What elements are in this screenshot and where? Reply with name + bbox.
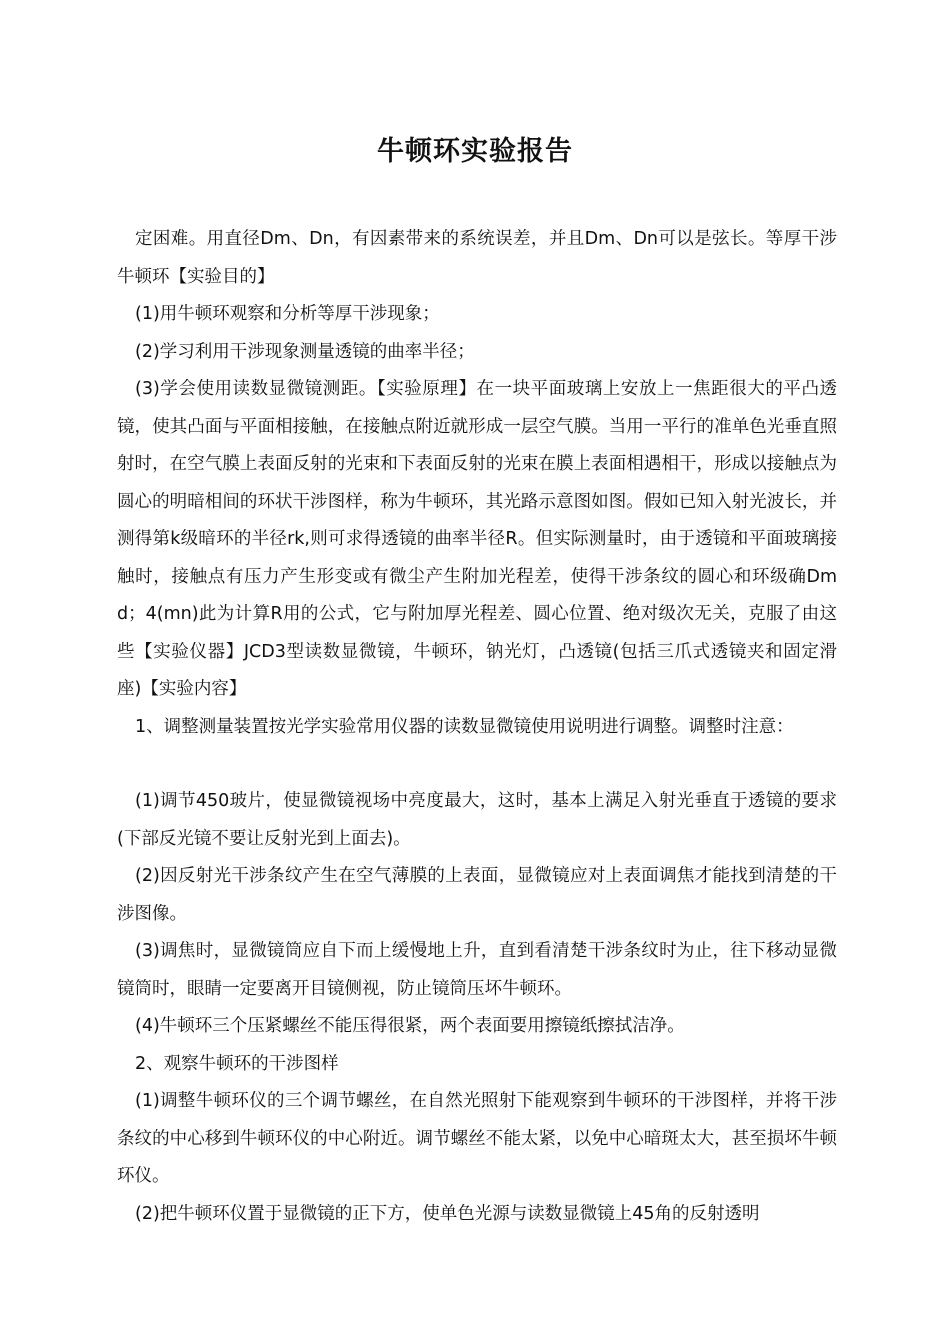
paragraph-objective-2: (2)学习利用干涉现象测量透镜的曲率半径； [135, 341, 475, 362]
document-body [117, 221, 837, 1233]
paragraph-step-1-note-3: (3)调焦时，显微镜筒应自下而上缓慢地上升，直到看清楚干涉条纹时为止，往下移动显微镜筒时，眼睛一定要离开目镜侧视，防止镜筒压坏牛顿环。 [117, 941, 837, 999]
paragraph-step-2-note-2: (2)把牛顿环仪置于显微镜的正下方，使单色光源与读数显微镜上45角的反射透明 [135, 1203, 760, 1224]
paragraph-step-1: 1、调整测量装置按光学实验常用仪器的读数显微镜使用说明进行调整。调整时注意： [135, 716, 794, 737]
blank-line [117, 746, 837, 783]
paragraph-step-1-note-2: (2)因反射光干涉条纹产生在空气薄膜的上表面，显微镜应对上表面调焦才能找到清楚的干涉图像。 [117, 866, 837, 924]
paragraph-objective-1: (1)用牛顿环观察和分析等厚干涉现象； [135, 304, 440, 324]
paragraph-step-1-note-1: (1)调节450玻片，使显微镜视场中亮度最大，这时，基本上满足入射光垂直于透镜的要求(下部反光镜不要让反射光到上面去)。 [117, 791, 837, 849]
paragraph-step-2: 2、观察牛顿环的干涉图样 [135, 1053, 339, 1074]
paragraph-step-1-note-4: (4)牛顿环三个压紧螺丝不能压得很紧，两个表面要用擦镜纸擦拭洁净。 [135, 1016, 685, 1036]
paragraph-principle: (3)学会使用读数显微镜测距。【实验原理】在一块平面玻璃上安放上一焦距很大的平凸透镜，使其凸面与平面相接触，在接触点附近就形成一层空气膜。当用一平行的准单色光垂直照射时，在空气膜上表面反射的光束和下表面反射的光束在膜上表面相遇相干，形成以接触点为圆心的明暗相间的环状干涉图样，称为牛顿环，其光路示意图如图。假如已知入射光波长，并测得第k级暗环的半径rk,则可求得透镜的曲率半径R。但实际测量时，由于透镜和平面玻璃接触时，接触点有压力产生形变或有微尘产生附加光程差，使得干涉条纹的圆心和环级确Dmd；4(mn)此为计算R用的公式，它与附加厚光程差、圆心位置、绝对级次无关，克服了由这些【实验仪器】JCD3型读数显微镜，牛顿环，钠光灯，凸透镜(包括三爪式透镜夹和固定滑座)【实验内容】 [117, 379, 837, 699]
paragraph-step-2-note-1: (1)调整牛顿环仪的三个调节螺丝，在自然光照射下能观察到牛顿环的干涉图样，并将干涉条纹的中心移到牛顿环仪的中心附近。调节螺丝不能太紧，以免中心暗斑太大，甚至损坏牛顿环仪。 [117, 1091, 837, 1186]
document-title: 牛顿环实验报告 [377, 136, 573, 167]
paragraph-intro: 定困难。用直径Dm、Dn，有因素带来的系统误差，并且Dm、Dn可以是弦长。等厚干涉牛顿环【实验目的】 [117, 229, 837, 287]
